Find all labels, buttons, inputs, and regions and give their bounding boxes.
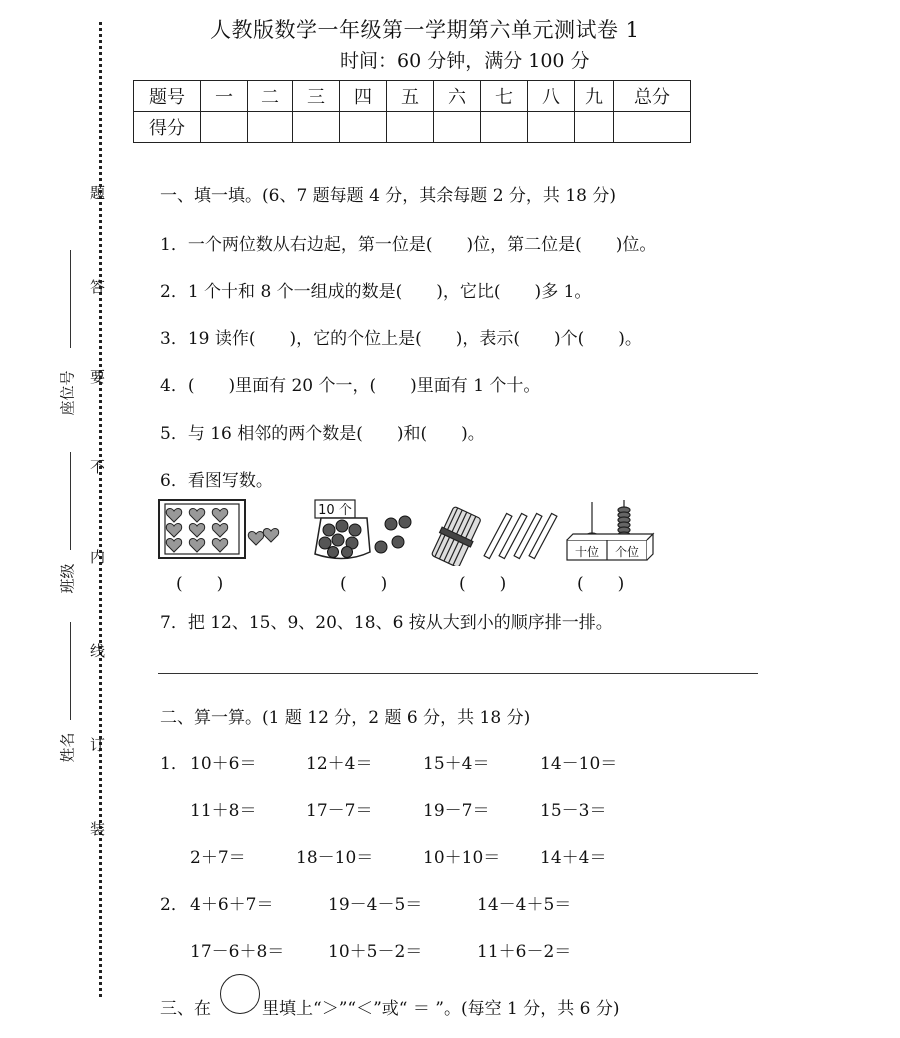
calc-item: 17－7＝	[306, 801, 373, 821]
score-col-6: 六	[434, 81, 481, 112]
calc-item: 14－4＋5＝	[477, 895, 572, 915]
q6-answer-3[interactable]: ( )	[459, 574, 507, 594]
q6-pictures	[155, 494, 665, 566]
score-col-3: 三	[293, 81, 340, 112]
ball-bag-icon	[315, 500, 411, 559]
score-col-2: 二	[248, 81, 293, 112]
section3-heading-suffix: 里填上“＞”“＜”或“ ＝ ”。(每空 1 分，共 6 分)	[262, 999, 620, 1019]
section2-q2-label: 2．	[160, 895, 188, 915]
score-cell[interactable]	[575, 112, 614, 143]
score-col-8: 八	[528, 81, 575, 112]
calc-item: 17－6＋8＝	[190, 942, 285, 962]
score-col-5: 五	[387, 81, 434, 112]
score-cell-total[interactable]	[614, 112, 691, 143]
score-table	[133, 80, 691, 143]
calc-item: 18－10＝	[296, 848, 374, 868]
section1-q2: 2．1 个十和 8 个一组成的数是( )，它比( )多 1。	[160, 282, 592, 302]
margin-char-xian: 线	[90, 642, 106, 660]
exam-time-info: 时间：60 分钟，满分 100 分	[340, 50, 590, 72]
score-table-score-row	[134, 112, 691, 143]
score-cell[interactable]	[481, 112, 528, 143]
margin-char-yao: 要	[90, 368, 106, 386]
score-col-9: 九	[575, 81, 614, 112]
margin-char-ding: 订	[90, 736, 106, 754]
section1-q5: 5．与 16 相邻的两个数是( )和( )。	[160, 424, 485, 444]
section2-q1-label: 1．	[160, 754, 188, 774]
q7-answer-line[interactable]	[158, 673, 758, 674]
margin-char-bu: 不	[90, 458, 106, 476]
section1-q4: 4．( )里面有 20 个一，( )里面有 1 个十。	[160, 376, 541, 396]
score-cell[interactable]	[293, 112, 340, 143]
calc-item: 4＋6＋7＝	[190, 895, 274, 915]
score-cell[interactable]	[340, 112, 387, 143]
section3-heading-prefix: 三、在	[160, 999, 211, 1019]
binding-dotted-line	[99, 22, 102, 997]
abacus-ones-label: 个位	[614, 545, 640, 559]
page-title: 人教版数学一年级第一学期第六单元测试卷 1	[210, 18, 640, 42]
section2-heading: 二、算一算。(1 题 12 分，2 题 6 分，共 18 分)	[160, 708, 531, 728]
margin-char-ti: 题	[90, 184, 106, 202]
bag-label: 10 个	[318, 503, 352, 518]
score-table-label-score: 得分	[134, 112, 201, 143]
section1-q7: 7．把 12、15、9、20、18、6 按从大到小的顺序排一排。	[160, 613, 613, 633]
class-line[interactable]	[70, 452, 71, 550]
calc-item: 15－3＝	[540, 801, 607, 821]
q6-answer-4[interactable]: ( )	[577, 574, 625, 594]
calc-item: 10＋6＝	[190, 754, 257, 774]
calc-item: 10＋10＝	[423, 848, 501, 868]
name-label: 姓名	[58, 732, 77, 763]
score-table-label-question: 题号	[134, 81, 201, 112]
heart-box-icon	[159, 500, 279, 558]
q6-answer-2[interactable]: ( )	[340, 574, 388, 594]
calc-item: 10＋5－2＝	[328, 942, 423, 962]
calc-item: 19－7＝	[423, 801, 490, 821]
calc-item: 2＋7＝	[190, 848, 246, 868]
score-col-4: 四	[340, 81, 387, 112]
margin-char-da: 答	[90, 278, 106, 296]
circle-blank-icon	[220, 974, 260, 1014]
score-cell[interactable]	[434, 112, 481, 143]
section1-q1: 1．一个两位数从右边起，第一位是( )位，第二位是( )位。	[160, 235, 657, 255]
score-table-header-row	[134, 81, 691, 112]
calc-item: 19－4－5＝	[328, 895, 423, 915]
abacus-tens-label: 十位	[574, 545, 600, 559]
calc-item: 14＋4＝	[540, 848, 607, 868]
score-col-7: 七	[481, 81, 528, 112]
seat-number-line[interactable]	[70, 250, 71, 348]
score-cell[interactable]	[387, 112, 434, 143]
stick-bundle-icon	[429, 505, 556, 566]
margin-char-zhuang: 装	[90, 820, 106, 838]
margin-char-nei: 内	[90, 548, 106, 566]
calc-item: 12＋4＝	[306, 754, 373, 774]
calc-item: 15＋4＝	[423, 754, 490, 774]
q6-answer-1[interactable]: ( )	[176, 574, 224, 594]
calc-item: 11＋6－2＝	[477, 942, 572, 962]
section1-q3: 3．19 读作( )，它的个位上是( )，表示( )个( )。	[160, 329, 642, 349]
section1-q6: 6．看图写数。	[160, 471, 273, 491]
score-cell[interactable]	[201, 112, 248, 143]
score-cell[interactable]	[248, 112, 293, 143]
score-col-total: 总分	[614, 81, 691, 112]
score-col-1: 一	[201, 81, 248, 112]
calc-item: 11＋8＝	[190, 801, 257, 821]
section1-heading: 一、填一填。(6、7 题每题 4 分，其余每题 2 分，共 18 分)	[160, 186, 616, 206]
abacus-icon	[567, 500, 653, 560]
name-line[interactable]	[70, 622, 71, 720]
score-cell[interactable]	[528, 112, 575, 143]
calc-item: 14－10＝	[540, 754, 618, 774]
seat-number-label: 座位号	[58, 370, 77, 416]
class-label: 班级	[58, 563, 77, 594]
